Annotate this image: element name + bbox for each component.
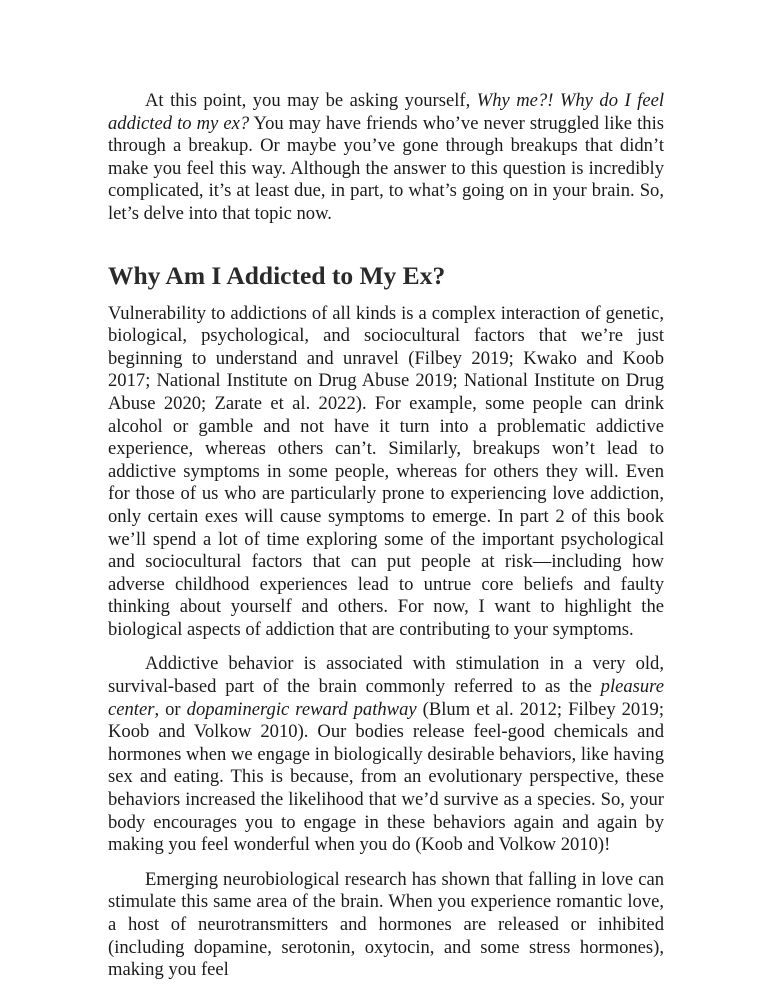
neurobiology-paragraph: Emerging neurobiological research has shown that falling in love can stimulate this same area of the brain. When you experience romantic love, a host of neurotransmitters and hormones are released or inhibited (including dopamine, serotonin, oxytocin, and some stress hormones), making you feel <box>108 868 664 981</box>
intro-text-1: At this point, you may be asking yourself, <box>145 90 477 111</box>
addictive-text-1: Addictive behavior is associated with stimulation in a very old, survival-based part of the brain commonly referred to as the <box>108 653 664 698</box>
addictive-text-2: , or <box>154 698 187 720</box>
intro-italic-question: Why me?! Why do I feel addicted to my ex? <box>108 90 664 134</box>
book-page <box>108 90 664 982</box>
section-heading: Why Am I Addicted to My Ex? <box>108 260 446 290</box>
addictive-behavior-paragraph <box>108 653 664 856</box>
pleasure-center-term: pleasure center <box>108 676 664 720</box>
reward-pathway-term: dopaminergic reward pathway <box>186 698 417 720</box>
intro-paragraph <box>108 90 664 226</box>
addictive-text-3: (Blum et al. 2012; Filbey 2019; Koob and Volkow 2010). Our bodies release feel-good chemicals and hormones when we engage in biologically desirable behaviors, like having sex and eating. This is because, from an evolutionary perspective, these behaviors increased the likelihood that we’d survive as a species. So, your body encourages you to engage in these behaviors again and again by making you feel wonderful when you do (Koob and Volkow 2010)! <box>108 698 664 856</box>
intro-text-2: You may have friends who’ve never struggled like this through a breakup. Or maybe you’ve gone through breakups that didn’t make you feel this way. Although the answer to this question is incredibly complicated, it’s at least due, in part, to what’s going on in your brain. So, let’s delve into that topic now. <box>108 112 664 224</box>
vulnerability-paragraph: Vulnerability to addictions of all kinds is a complex interaction of genetic, biological, psychological, and sociocultural factors that we’re just beginning to understand and unravel (Filbey 2019; Kwako and Koob 2017; National Institute on Drug Abuse 2019; National Institute on Drug Abuse 2020; Zarate et al. 2022). For example, some people can drink alcohol or gamble and not have it turn into a problematic addictive experience, whereas others can’t. Similarly, breakups won’t lead to addictive symptoms in some people, whereas for others they will. Even for those of us who are particularly prone to experiencing love addiction, only certain exes will cause symptoms to emerge. In part 2 of this book we’ll spend a lot of time exploring some of the important psychological and sociocultural factors that can put people at risk—including how adverse childhood experiences lead to untrue core beliefs and faulty thinking about yourself and others. For now, I want to highlight the biological aspects of addiction that are contributing to your symptoms. <box>108 302 664 640</box>
